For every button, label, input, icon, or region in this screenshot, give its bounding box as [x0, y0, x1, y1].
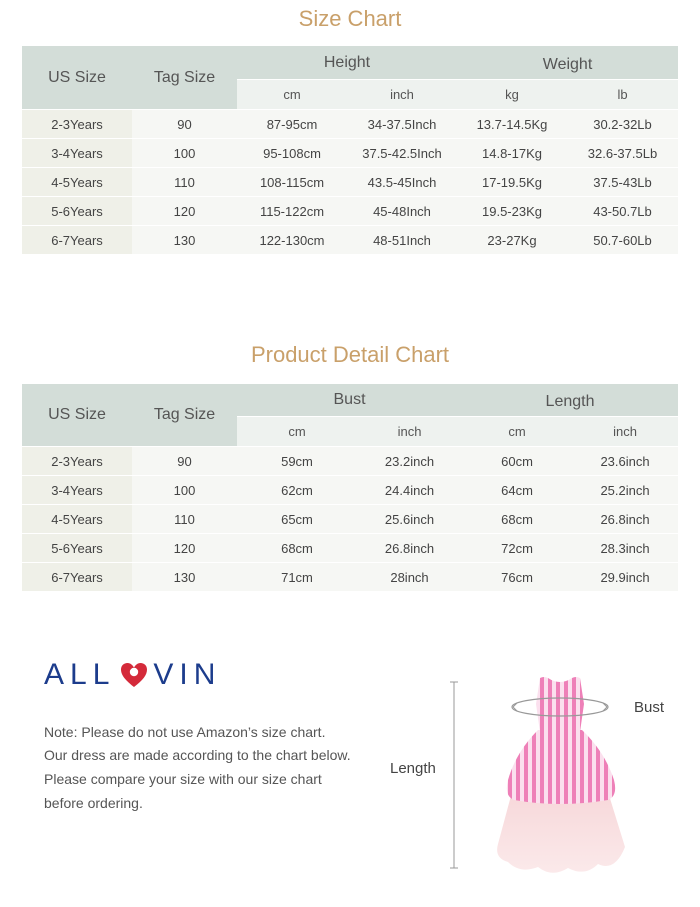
cell-bust-inch: 26.8inch — [357, 533, 462, 562]
length-header: Length — [462, 384, 678, 416]
cell-height-inch: 45-48Inch — [347, 196, 457, 225]
subheader-kg: kg — [457, 79, 567, 109]
us-size-header: US Size — [22, 384, 132, 446]
table-row — [22, 138, 678, 167]
cell-weight-lb: 37.5-43Lb — [567, 167, 678, 196]
subheader-bust-inch: inch — [357, 416, 462, 446]
cell-length-inch: 23.6inch — [572, 446, 678, 475]
cell-length-inch: 29.9inch — [572, 562, 678, 591]
cell-tag-size: 100 — [132, 138, 237, 167]
subheader-inch: inch — [347, 79, 457, 109]
cell-length-inch: 26.8inch — [572, 504, 678, 533]
cell-tag-size: 110 — [132, 167, 237, 196]
cell-bust-inch: 23.2inch — [357, 446, 462, 475]
cell-height-inch: 37.5-42.5Inch — [347, 138, 457, 167]
brand-logo-right: VIN — [153, 658, 222, 691]
table-row — [22, 562, 678, 591]
cell-us-size: 5-6Years — [22, 196, 132, 225]
note-line-3: Please compare your size with our size chart — [44, 771, 322, 787]
cell-us-size: 3-4Years — [22, 475, 132, 504]
cell-weight-lb: 32.6-37.5Lb — [567, 138, 678, 167]
size-chart-table — [22, 46, 678, 254]
subheader-bust-cm: cm — [237, 416, 357, 446]
cell-us-size: 2-3Years — [22, 109, 132, 138]
subheader-cm: cm — [237, 79, 347, 109]
cell-tag-size: 120 — [132, 196, 237, 225]
cell-length-inch: 25.2inch — [572, 475, 678, 504]
bust-header: Bust — [237, 384, 462, 416]
length-label: Length — [390, 760, 436, 777]
cell-length-inch: 28.3inch — [572, 533, 678, 562]
cell-weight-kg: 19.5-23Kg — [457, 196, 567, 225]
brand-logo — [44, 658, 221, 692]
brand-logo-left: ALL — [44, 658, 116, 691]
cell-bust-cm: 68cm — [237, 533, 357, 562]
cell-us-size: 6-7Years — [22, 225, 132, 254]
table-row — [22, 109, 678, 138]
note-line-1: Note: Please do not use Amazon’s size chart. — [44, 724, 326, 740]
cell-us-size: 2-3Years — [22, 446, 132, 475]
table-row — [22, 196, 678, 225]
cell-height-inch: 34-37.5Inch — [347, 109, 457, 138]
heart-icon — [119, 660, 149, 690]
cell-bust-cm: 65cm — [237, 504, 357, 533]
bust-label: Bust — [634, 699, 665, 716]
subheader-lb: lb — [567, 79, 678, 109]
height-header: Height — [237, 46, 457, 79]
cell-weight-kg: 23-27Kg — [457, 225, 567, 254]
table-row — [22, 225, 678, 254]
cell-weight-kg: 14.8-17Kg — [457, 138, 567, 167]
table-row — [22, 475, 678, 504]
table-row — [22, 446, 678, 475]
cell-tag-size: 110 — [132, 504, 237, 533]
table-row — [22, 504, 678, 533]
cell-height-cm: 87-95cm — [237, 109, 347, 138]
cell-bust-inch: 28inch — [357, 562, 462, 591]
note-line-2: Our dress are made according to the chart below. — [44, 747, 351, 763]
cell-tag-size: 90 — [132, 109, 237, 138]
cell-weight-lb: 50.7-60Lb — [567, 225, 678, 254]
cell-tag-size: 90 — [132, 446, 237, 475]
cell-us-size: 5-6Years — [22, 533, 132, 562]
cell-bust-inch: 25.6inch — [357, 504, 462, 533]
cell-length-cm: 72cm — [462, 533, 572, 562]
detail-chart-title: Product Detail Chart — [250, 342, 450, 367]
cell-us-size: 4-5Years — [22, 167, 132, 196]
table-row — [22, 167, 678, 196]
tag-size-header: Tag Size — [132, 46, 237, 109]
cell-tag-size: 130 — [132, 225, 237, 254]
cell-weight-kg: 17-19.5Kg — [457, 167, 567, 196]
cell-bust-cm: 59cm — [237, 446, 357, 475]
cell-length-cm: 60cm — [462, 446, 572, 475]
cell-weight-lb: 43-50.7Lb — [567, 196, 678, 225]
cell-us-size: 6-7Years — [22, 562, 132, 591]
cell-length-cm: 76cm — [462, 562, 572, 591]
us-size-header: US Size — [22, 46, 132, 109]
subheader-length-inch: inch — [572, 416, 678, 446]
cell-us-size: 4-5Years — [22, 504, 132, 533]
cell-bust-inch: 24.4inch — [357, 475, 462, 504]
cell-tag-size: 100 — [132, 475, 237, 504]
cell-height-cm: 108-115cm — [237, 167, 347, 196]
note-line-4: before ordering. — [44, 795, 143, 811]
cell-height-cm: 122-130cm — [237, 225, 347, 254]
cell-bust-cm: 62cm — [237, 475, 357, 504]
tag-size-header: Tag Size — [132, 384, 237, 446]
cell-height-cm: 95-108cm — [237, 138, 347, 167]
cell-tag-size: 120 — [132, 533, 237, 562]
weight-header: Weight — [457, 46, 678, 79]
cell-height-cm: 115-122cm — [237, 196, 347, 225]
cell-tag-size: 130 — [132, 562, 237, 591]
cell-height-inch: 48-51Inch — [347, 225, 457, 254]
size-chart-header-row — [22, 46, 678, 79]
size-chart-title: Size Chart — [298, 6, 402, 31]
detail-chart-header-row — [22, 384, 678, 416]
table-row — [22, 533, 678, 562]
cell-length-cm: 64cm — [462, 475, 572, 504]
cell-height-inch: 43.5-45Inch — [347, 167, 457, 196]
cell-weight-kg: 13.7-14.5Kg — [457, 109, 567, 138]
subheader-length-cm: cm — [462, 416, 572, 446]
cell-us-size: 3-4Years — [22, 138, 132, 167]
cell-length-cm: 68cm — [462, 504, 572, 533]
cell-weight-lb: 30.2-32Lb — [567, 109, 678, 138]
detail-chart-table — [22, 384, 678, 591]
cell-bust-cm: 71cm — [237, 562, 357, 591]
